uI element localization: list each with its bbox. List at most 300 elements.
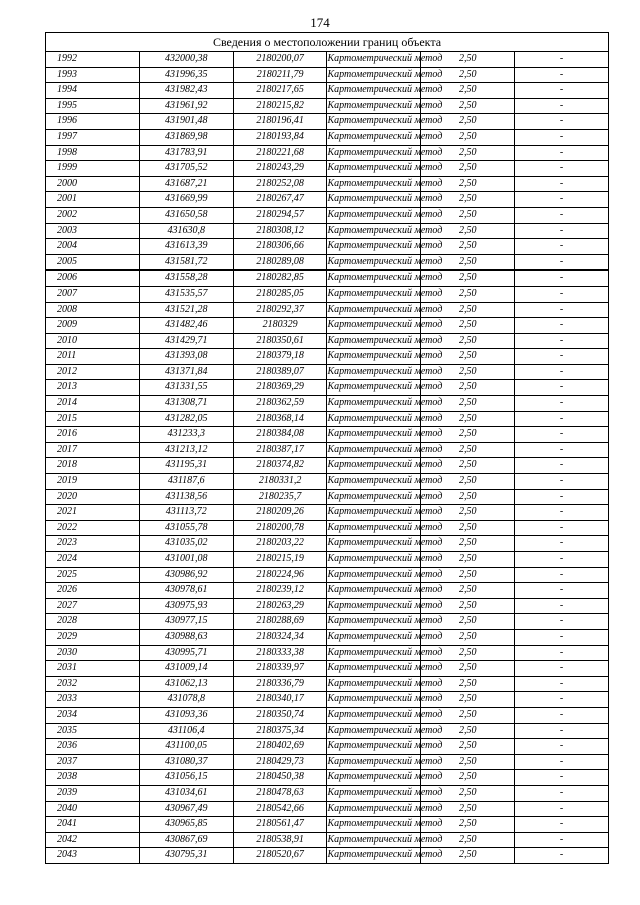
table-row xyxy=(46,801,609,817)
accuracy-cell: 2,50 xyxy=(421,192,515,208)
point-number-cell: 1997 xyxy=(46,129,140,145)
remark-cell: - xyxy=(515,67,609,83)
method-cell: Картометрический метод xyxy=(327,567,421,583)
remark-cell: - xyxy=(515,552,609,568)
accuracy-cell: 2,50 xyxy=(421,145,515,161)
x-coordinate-cell: 431630,8 xyxy=(139,223,233,239)
x-coordinate-cell: 431195,31 xyxy=(139,458,233,474)
table-row xyxy=(46,364,609,380)
x-coordinate-cell: 430967,49 xyxy=(139,801,233,817)
x-coordinate-cell: 431783,91 xyxy=(139,145,233,161)
table-row xyxy=(46,223,609,239)
accuracy-cell: 2,50 xyxy=(421,754,515,770)
accuracy-cell: 2,50 xyxy=(421,552,515,568)
point-number-cell: 2027 xyxy=(46,598,140,614)
y-coordinate-cell: 2180267,47 xyxy=(233,192,327,208)
x-coordinate-cell: 431100,05 xyxy=(139,739,233,755)
remark-cell: - xyxy=(515,427,609,443)
method-cell: Картометрический метод xyxy=(327,614,421,630)
method-cell: Картометрический метод xyxy=(327,318,421,334)
method-cell: Картометрический метод xyxy=(327,161,421,177)
point-number-cell: 2016 xyxy=(46,427,140,443)
point-number-cell: 2020 xyxy=(46,489,140,505)
x-coordinate-cell: 431034,61 xyxy=(139,785,233,801)
point-number-cell: 2008 xyxy=(46,302,140,318)
method-cell: Картометрический метод xyxy=(327,754,421,770)
x-coordinate-cell: 431961,92 xyxy=(139,98,233,114)
table-row xyxy=(46,505,609,521)
remark-cell: - xyxy=(515,254,609,270)
remark-cell: - xyxy=(515,161,609,177)
point-number-cell: 2042 xyxy=(46,832,140,848)
x-coordinate-cell: 431093,36 xyxy=(139,707,233,723)
point-number-cell: 2007 xyxy=(46,286,140,302)
table-row xyxy=(46,707,609,723)
accuracy-cell: 2,50 xyxy=(421,661,515,677)
accuracy-cell: 2,50 xyxy=(421,333,515,349)
accuracy-cell: 2,50 xyxy=(421,396,515,412)
x-coordinate-cell: 431187,6 xyxy=(139,474,233,490)
y-coordinate-cell: 2180215,19 xyxy=(233,552,327,568)
point-number-cell: 2013 xyxy=(46,380,140,396)
y-coordinate-cell: 2180200,07 xyxy=(233,52,327,68)
accuracy-cell: 2,50 xyxy=(421,692,515,708)
point-number-cell: 2022 xyxy=(46,520,140,536)
method-cell: Картометрический метод xyxy=(327,52,421,68)
table-row xyxy=(46,396,609,412)
table-row xyxy=(46,817,609,833)
table-row xyxy=(46,145,609,161)
accuracy-cell: 2,50 xyxy=(421,239,515,255)
table-row xyxy=(46,676,609,692)
method-cell: Картометрический метод xyxy=(327,396,421,412)
y-coordinate-cell: 2180387,17 xyxy=(233,442,327,458)
y-coordinate-cell: 2180196,41 xyxy=(233,114,327,130)
remark-cell: - xyxy=(515,739,609,755)
x-coordinate-cell: 431371,84 xyxy=(139,364,233,380)
method-cell: Картометрический метод xyxy=(327,645,421,661)
point-number-cell: 2032 xyxy=(46,676,140,692)
x-coordinate-cell: 431535,57 xyxy=(139,286,233,302)
method-cell: Картометрический метод xyxy=(327,832,421,848)
point-number-cell: 2017 xyxy=(46,442,140,458)
x-coordinate-cell: 431650,58 xyxy=(139,207,233,223)
accuracy-cell: 2,50 xyxy=(421,707,515,723)
remark-cell: - xyxy=(515,520,609,536)
accuracy-cell: 2,50 xyxy=(421,598,515,614)
accuracy-cell: 2,50 xyxy=(421,98,515,114)
remark-cell: - xyxy=(515,396,609,412)
remark-cell: - xyxy=(515,817,609,833)
y-coordinate-cell: 2180217,65 xyxy=(233,83,327,99)
method-cell: Картометрический метод xyxy=(327,489,421,505)
accuracy-cell: 2,50 xyxy=(421,442,515,458)
x-coordinate-cell: 431308,71 xyxy=(139,396,233,412)
table-row xyxy=(46,333,609,349)
point-number-cell: 2012 xyxy=(46,364,140,380)
table-row xyxy=(46,129,609,145)
y-coordinate-cell: 2180243,29 xyxy=(233,161,327,177)
method-cell: Картометрический метод xyxy=(327,223,421,239)
remark-cell: - xyxy=(515,645,609,661)
y-coordinate-cell: 2180329 xyxy=(233,318,327,334)
remark-cell: - xyxy=(515,349,609,365)
table-row xyxy=(46,161,609,177)
accuracy-cell: 2,50 xyxy=(421,489,515,505)
accuracy-cell: 2,50 xyxy=(421,645,515,661)
point-number-cell: 1998 xyxy=(46,145,140,161)
x-coordinate-cell: 431113,72 xyxy=(139,505,233,521)
method-cell: Картометрический метод xyxy=(327,411,421,427)
table-row xyxy=(46,661,609,677)
accuracy-cell: 2,50 xyxy=(421,161,515,177)
table-row xyxy=(46,536,609,552)
y-coordinate-cell: 2180263,29 xyxy=(233,598,327,614)
x-coordinate-cell: 431429,71 xyxy=(139,333,233,349)
table-row xyxy=(46,67,609,83)
x-coordinate-cell: 431613,39 xyxy=(139,239,233,255)
x-coordinate-cell: 431055,78 xyxy=(139,520,233,536)
y-coordinate-cell: 2180239,12 xyxy=(233,583,327,599)
accuracy-cell: 2,50 xyxy=(421,817,515,833)
x-coordinate-cell: 431062,13 xyxy=(139,676,233,692)
table-row xyxy=(46,192,609,208)
accuracy-cell: 2,50 xyxy=(421,474,515,490)
table-row xyxy=(46,629,609,645)
y-coordinate-cell: 2180362,59 xyxy=(233,396,327,412)
table-row xyxy=(46,567,609,583)
y-coordinate-cell: 2180252,08 xyxy=(233,176,327,192)
accuracy-cell: 2,50 xyxy=(421,318,515,334)
y-coordinate-cell: 2180340,17 xyxy=(233,692,327,708)
method-cell: Картометрический метод xyxy=(327,770,421,786)
accuracy-cell: 2,50 xyxy=(421,520,515,536)
x-coordinate-cell: 430795,31 xyxy=(139,848,233,864)
table-row xyxy=(46,754,609,770)
accuracy-cell: 2,50 xyxy=(421,505,515,521)
table-row xyxy=(46,614,609,630)
y-coordinate-cell: 2180224,96 xyxy=(233,567,327,583)
point-number-cell: 2023 xyxy=(46,536,140,552)
accuracy-cell: 2,50 xyxy=(421,567,515,583)
remark-cell: - xyxy=(515,848,609,864)
y-coordinate-cell: 2180308,12 xyxy=(233,223,327,239)
remark-cell: - xyxy=(515,176,609,192)
remark-cell: - xyxy=(515,83,609,99)
x-coordinate-cell: 431138,56 xyxy=(139,489,233,505)
point-number-cell: 2001 xyxy=(46,192,140,208)
method-cell: Картометрический метод xyxy=(327,598,421,614)
point-number-cell: 2005 xyxy=(46,254,140,270)
method-cell: Картометрический метод xyxy=(327,176,421,192)
x-coordinate-cell: 431078,8 xyxy=(139,692,233,708)
table-row xyxy=(46,458,609,474)
x-coordinate-cell: 430988,63 xyxy=(139,629,233,645)
accuracy-cell: 2,50 xyxy=(421,380,515,396)
x-coordinate-cell: 431393,08 xyxy=(139,349,233,365)
x-coordinate-cell: 431705,52 xyxy=(139,161,233,177)
method-cell: Картометрический метод xyxy=(327,661,421,677)
method-cell: Картометрический метод xyxy=(327,286,421,302)
point-number-cell: 2028 xyxy=(46,614,140,630)
method-cell: Картометрический метод xyxy=(327,692,421,708)
table-row xyxy=(46,645,609,661)
accuracy-cell: 2,50 xyxy=(421,848,515,864)
point-number-cell: 2036 xyxy=(46,739,140,755)
x-coordinate-cell: 431282,05 xyxy=(139,411,233,427)
x-coordinate-cell: 431331,55 xyxy=(139,380,233,396)
remark-cell: - xyxy=(515,270,609,286)
method-cell: Картометрический метод xyxy=(327,536,421,552)
x-coordinate-cell: 431869,98 xyxy=(139,129,233,145)
method-cell: Картометрический метод xyxy=(327,707,421,723)
y-coordinate-cell: 2180542,66 xyxy=(233,801,327,817)
accuracy-cell: 2,50 xyxy=(421,832,515,848)
table-row xyxy=(46,176,609,192)
accuracy-cell: 2,50 xyxy=(421,114,515,130)
method-cell: Картометрический метод xyxy=(327,552,421,568)
y-coordinate-cell: 2180339,97 xyxy=(233,661,327,677)
y-coordinate-cell: 2180209,26 xyxy=(233,505,327,521)
method-cell: Картометрический метод xyxy=(327,67,421,83)
remark-cell: - xyxy=(515,114,609,130)
y-coordinate-cell: 2180520,67 xyxy=(233,848,327,864)
accuracy-cell: 2,50 xyxy=(421,223,515,239)
accuracy-cell: 2,50 xyxy=(421,254,515,270)
table-row xyxy=(46,270,609,286)
remark-cell: - xyxy=(515,98,609,114)
accuracy-cell: 2,50 xyxy=(421,411,515,427)
y-coordinate-cell: 2180235,7 xyxy=(233,489,327,505)
table-row xyxy=(46,692,609,708)
accuracy-cell: 2,50 xyxy=(421,785,515,801)
method-cell: Картометрический метод xyxy=(327,583,421,599)
accuracy-cell: 2,50 xyxy=(421,739,515,755)
accuracy-cell: 2,50 xyxy=(421,176,515,192)
point-number-cell: 2040 xyxy=(46,801,140,817)
table-row xyxy=(46,349,609,365)
accuracy-cell: 2,50 xyxy=(421,67,515,83)
x-coordinate-cell: 431996,35 xyxy=(139,67,233,83)
method-cell: Картометрический метод xyxy=(327,427,421,443)
point-number-cell: 1999 xyxy=(46,161,140,177)
y-coordinate-cell: 2180211,79 xyxy=(233,67,327,83)
x-coordinate-cell: 431687,21 xyxy=(139,176,233,192)
remark-cell: - xyxy=(515,207,609,223)
remark-cell: - xyxy=(515,302,609,318)
accuracy-cell: 2,50 xyxy=(421,83,515,99)
point-number-cell: 2041 xyxy=(46,817,140,833)
remark-cell: - xyxy=(515,770,609,786)
y-coordinate-cell: 2180282,85 xyxy=(233,270,327,286)
x-coordinate-cell: 431080,37 xyxy=(139,754,233,770)
x-coordinate-cell: 431233,3 xyxy=(139,427,233,443)
y-coordinate-cell: 2180450,38 xyxy=(233,770,327,786)
table-row xyxy=(46,474,609,490)
remark-cell: - xyxy=(515,489,609,505)
method-cell: Картометрический метод xyxy=(327,474,421,490)
method-cell: Картометрический метод xyxy=(327,333,421,349)
remark-cell: - xyxy=(515,692,609,708)
point-number-cell: 2025 xyxy=(46,567,140,583)
table-row xyxy=(46,723,609,739)
accuracy-cell: 2,50 xyxy=(421,801,515,817)
accuracy-cell: 2,50 xyxy=(421,629,515,645)
point-number-cell: 2024 xyxy=(46,552,140,568)
method-cell: Картометрический метод xyxy=(327,380,421,396)
method-cell: Картометрический метод xyxy=(327,848,421,864)
y-coordinate-cell: 2180350,61 xyxy=(233,333,327,349)
point-number-cell: 2002 xyxy=(46,207,140,223)
point-number-cell: 2003 xyxy=(46,223,140,239)
remark-cell: - xyxy=(515,614,609,630)
method-cell: Картометрический метод xyxy=(327,349,421,365)
method-cell: Картометрический метод xyxy=(327,129,421,145)
x-coordinate-cell: 430965,85 xyxy=(139,817,233,833)
accuracy-cell: 2,50 xyxy=(421,427,515,443)
point-number-cell: 2014 xyxy=(46,396,140,412)
x-coordinate-cell: 431009,14 xyxy=(139,661,233,677)
accuracy-cell: 2,50 xyxy=(421,52,515,68)
y-coordinate-cell: 2180324,34 xyxy=(233,629,327,645)
x-coordinate-cell: 430975,93 xyxy=(139,598,233,614)
method-cell: Картометрический метод xyxy=(327,629,421,645)
accuracy-cell: 2,50 xyxy=(421,364,515,380)
table-row xyxy=(46,598,609,614)
method-cell: Картометрический метод xyxy=(327,254,421,270)
table-title-row xyxy=(46,33,609,52)
y-coordinate-cell: 2180389,07 xyxy=(233,364,327,380)
x-coordinate-cell: 431106,4 xyxy=(139,723,233,739)
y-coordinate-cell: 2180402,69 xyxy=(233,739,327,755)
method-cell: Картометрический метод xyxy=(327,676,421,692)
method-cell: Картометрический метод xyxy=(327,83,421,99)
accuracy-cell: 2,50 xyxy=(421,270,515,286)
accuracy-cell: 2,50 xyxy=(421,286,515,302)
accuracy-cell: 2,50 xyxy=(421,458,515,474)
point-number-cell: 1992 xyxy=(46,52,140,68)
table-row xyxy=(46,52,609,68)
y-coordinate-cell: 2180200,78 xyxy=(233,520,327,536)
method-cell: Картометрический метод xyxy=(327,442,421,458)
y-coordinate-cell: 2180288,69 xyxy=(233,614,327,630)
remark-cell: - xyxy=(515,598,609,614)
x-coordinate-cell: 431482,46 xyxy=(139,318,233,334)
x-coordinate-cell: 431669,99 xyxy=(139,192,233,208)
table-row xyxy=(46,411,609,427)
remark-cell: - xyxy=(515,239,609,255)
method-cell: Картометрический метод xyxy=(327,239,421,255)
x-coordinate-cell: 431056,15 xyxy=(139,770,233,786)
table-row xyxy=(46,442,609,458)
method-cell: Картометрический метод xyxy=(327,207,421,223)
remark-cell: - xyxy=(515,458,609,474)
x-coordinate-cell: 430978,61 xyxy=(139,583,233,599)
remark-cell: - xyxy=(515,723,609,739)
method-cell: Картометрический метод xyxy=(327,302,421,318)
point-number-cell: 2043 xyxy=(46,848,140,864)
point-number-cell: 1996 xyxy=(46,114,140,130)
point-number-cell: 2018 xyxy=(46,458,140,474)
table-row xyxy=(46,848,609,864)
y-coordinate-cell: 2180193,84 xyxy=(233,129,327,145)
remark-cell: - xyxy=(515,801,609,817)
method-cell: Картометрический метод xyxy=(327,739,421,755)
x-coordinate-cell: 431001,08 xyxy=(139,552,233,568)
remark-cell: - xyxy=(515,192,609,208)
table-row xyxy=(46,254,609,270)
point-number-cell: 2011 xyxy=(46,349,140,365)
table-row xyxy=(46,552,609,568)
y-coordinate-cell: 2180292,37 xyxy=(233,302,327,318)
y-coordinate-cell: 2180375,34 xyxy=(233,723,327,739)
table-row xyxy=(46,318,609,334)
table-row xyxy=(46,489,609,505)
table-row xyxy=(46,302,609,318)
table-row xyxy=(46,239,609,255)
method-cell: Картометрический метод xyxy=(327,801,421,817)
table-row xyxy=(46,207,609,223)
remark-cell: - xyxy=(515,52,609,68)
table-row xyxy=(46,520,609,536)
x-coordinate-cell: 430867,69 xyxy=(139,832,233,848)
accuracy-cell: 2,50 xyxy=(421,302,515,318)
y-coordinate-cell: 2180369,29 xyxy=(233,380,327,396)
remark-cell: - xyxy=(515,318,609,334)
accuracy-cell: 2,50 xyxy=(421,349,515,365)
y-coordinate-cell: 2180306,66 xyxy=(233,239,327,255)
remark-cell: - xyxy=(515,676,609,692)
x-coordinate-cell: 431213,12 xyxy=(139,442,233,458)
table-row xyxy=(46,286,609,302)
remark-cell: - xyxy=(515,145,609,161)
accuracy-cell: 2,50 xyxy=(421,536,515,552)
point-number-cell: 2035 xyxy=(46,723,140,739)
accuracy-cell: 2,50 xyxy=(421,207,515,223)
remark-cell: - xyxy=(515,442,609,458)
table-row xyxy=(46,785,609,801)
remark-cell: - xyxy=(515,661,609,677)
point-number-cell: 2015 xyxy=(46,411,140,427)
table-row xyxy=(46,583,609,599)
y-coordinate-cell: 2180285,05 xyxy=(233,286,327,302)
accuracy-cell: 2,50 xyxy=(421,770,515,786)
accuracy-cell: 2,50 xyxy=(421,129,515,145)
remark-cell: - xyxy=(515,411,609,427)
point-number-cell: 2030 xyxy=(46,645,140,661)
point-number-cell: 2033 xyxy=(46,692,140,708)
table-row xyxy=(46,114,609,130)
point-number-cell: 2038 xyxy=(46,770,140,786)
method-cell: Картометрический метод xyxy=(327,98,421,114)
point-number-cell: 2026 xyxy=(46,583,140,599)
x-coordinate-cell: 431581,72 xyxy=(139,254,233,270)
boundary-coordinates-table xyxy=(45,32,609,864)
table-body xyxy=(46,33,609,864)
x-coordinate-cell: 432000,38 xyxy=(139,52,233,68)
remark-cell: - xyxy=(515,583,609,599)
y-coordinate-cell: 2180350,74 xyxy=(233,707,327,723)
y-coordinate-cell: 2180379,18 xyxy=(233,349,327,365)
y-coordinate-cell: 2180336,79 xyxy=(233,676,327,692)
table-title: Сведения о местоположении границ объекта xyxy=(46,33,609,52)
y-coordinate-cell: 2180294,57 xyxy=(233,207,327,223)
y-coordinate-cell: 2180215,82 xyxy=(233,98,327,114)
remark-cell: - xyxy=(515,474,609,490)
table-row xyxy=(46,380,609,396)
point-number-cell: 2000 xyxy=(46,176,140,192)
point-number-cell: 1994 xyxy=(46,83,140,99)
